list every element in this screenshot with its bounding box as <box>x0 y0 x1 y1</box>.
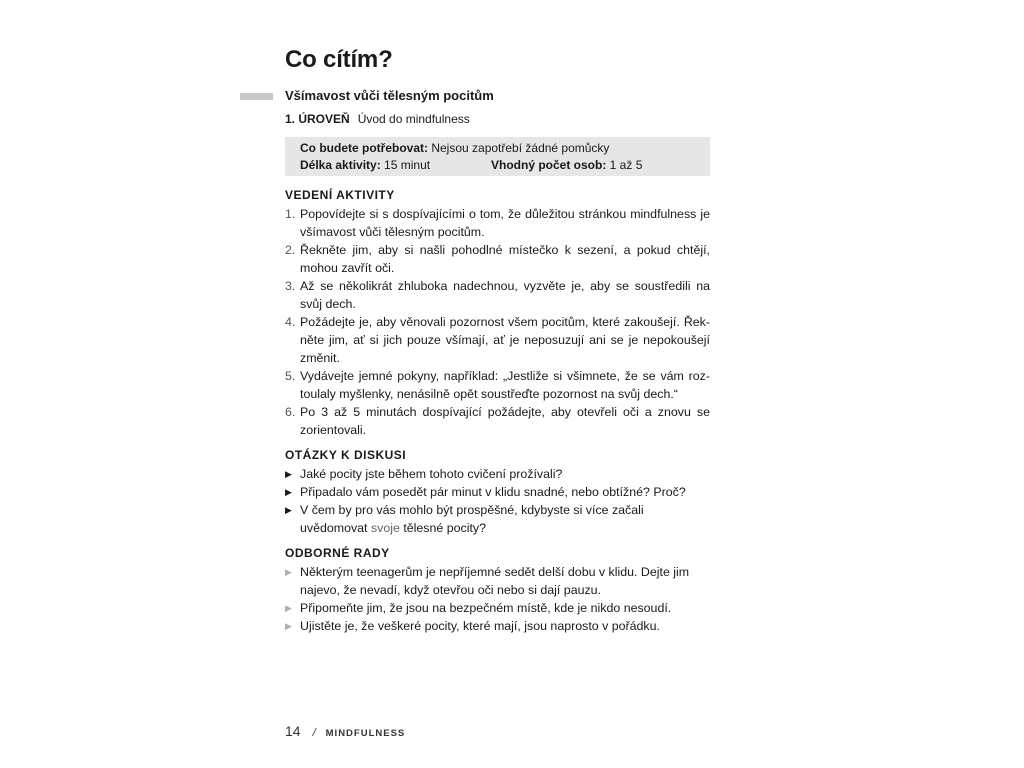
info-needs-row <box>300 140 710 157</box>
duration-value: 15 minut <box>380 158 431 172</box>
question-text: V čem by pro vás mohlo být prospěšné, kdybyste si více začali uvědomovat <box>300 503 644 535</box>
advice-item <box>285 563 710 599</box>
step-text: Popovídejte si s dospívajícími o tom, že důležitou stránkou mindfulness je všímavost vůči tělesným pocitům. <box>300 207 710 239</box>
info-box <box>285 137 710 176</box>
advice-text: Ujistěte je, že veškeré pocity, které mají, jsou naprosto v pořádku. <box>300 619 660 633</box>
activity-heading: VEDENÍ AKTIVITY <box>285 188 395 202</box>
needs-value: Nejsou zapotřebí žádné pomůcky <box>428 141 610 155</box>
step-number: 5. <box>285 369 296 383</box>
book-title: MINDFULNESS <box>325 728 406 739</box>
advice-item <box>285 599 710 617</box>
step-text: Řekněte jim, aby si našli pohodlné místečko k sezení, a pokud chtějí, mohou zavřít oči. <box>300 243 710 275</box>
step-text: Po 3 až 5 minutách dospívající požádejte, aby otevřeli oči a znovu se zorientovali. <box>300 405 710 437</box>
triangle-bullet-icon: ▶ <box>285 487 292 497</box>
advice-text: Některým teenagerům je nepříjemné sedět delší dobu v klidu. Dejte jim najevo, že nevadí, když otevřou oči nebo si dají pauzu. <box>300 565 690 597</box>
question-muted-word: svoje <box>370 521 400 535</box>
step-number: 4. <box>285 315 296 329</box>
activity-step <box>285 241 710 277</box>
count-value: 1 až 5 <box>606 158 643 172</box>
triangle-bullet-icon: ▶ <box>285 469 292 479</box>
activity-step <box>285 277 710 313</box>
questions-heading: OTÁZKY K DISKUSI <box>285 448 407 462</box>
triangle-bullet-icon: ▶ <box>285 505 292 515</box>
group-size <box>491 157 642 174</box>
questions-list <box>285 465 710 537</box>
triangle-bullet-icon: ▶ <box>285 603 292 613</box>
duration-label: Délka aktivity: <box>300 158 381 172</box>
page-title: Co cítím? <box>285 46 393 73</box>
needs-label: Co budete potřebovat: <box>300 141 428 155</box>
activity-step <box>285 367 710 403</box>
question-text-end: tělesné pocity? <box>399 521 486 535</box>
count-label: Vhodný počet osob: <box>491 158 607 172</box>
info-duration-row <box>300 157 710 174</box>
activity-step <box>285 313 710 367</box>
level-label: Úvod do mindfulness <box>357 112 470 126</box>
question-item <box>285 501 710 537</box>
activity-step <box>285 205 710 241</box>
question-text: Připadalo vám posedět pár minut v klidu snadné, nebo obtížné? Proč? <box>300 485 686 499</box>
advice-item <box>285 617 710 635</box>
step-number: 2. <box>285 243 296 257</box>
question-item <box>285 465 710 483</box>
advice-text: Připomeňte jim, že jsou na bezpečném místě, kde je nikdo nesoudí. <box>300 601 672 615</box>
question-item <box>285 483 710 501</box>
level-line <box>285 112 470 126</box>
footer-separator: / <box>312 727 316 739</box>
step-text: Vydávejte jemné pokyny, například: „Jestliže si všimnete, že se vám roztoulaly myšlenky, nenásilně opět soustřeďte pozornost na svůj dech.“ <box>300 369 710 401</box>
step-number: 6. <box>285 405 296 419</box>
activity-steps <box>285 205 710 439</box>
question-text: Jaké pocity jste během tohoto cvičení prožívali? <box>300 467 563 481</box>
section-title: Všímavost vůči tělesným pocitům <box>285 88 494 103</box>
advice-heading: ODBORNÉ RADY <box>285 546 390 560</box>
step-number: 3. <box>285 279 296 293</box>
step-number: 1. <box>285 207 296 221</box>
page-footer <box>285 723 405 739</box>
step-text: Až se několikrát zhluboka nadechnou, vyzvěte je, aby se soustředili na svůj dech. <box>300 279 710 311</box>
advice-list <box>285 563 710 635</box>
page-number: 14 <box>285 723 301 739</box>
triangle-bullet-icon: ▶ <box>285 621 292 631</box>
section-marker-bar <box>240 93 273 100</box>
level-number: 1. ÚROVEŇ <box>285 112 350 126</box>
content <box>285 186 710 635</box>
step-text: Požádejte je, aby věnovali pozornost všem pocitům, které zakoušejí. Řekněte jim, ať si jich pouze všímají, ať je neposuzují ani se je nepokoušejí změnit. <box>300 315 710 365</box>
activity-step <box>285 403 710 439</box>
triangle-bullet-icon: ▶ <box>285 567 292 577</box>
